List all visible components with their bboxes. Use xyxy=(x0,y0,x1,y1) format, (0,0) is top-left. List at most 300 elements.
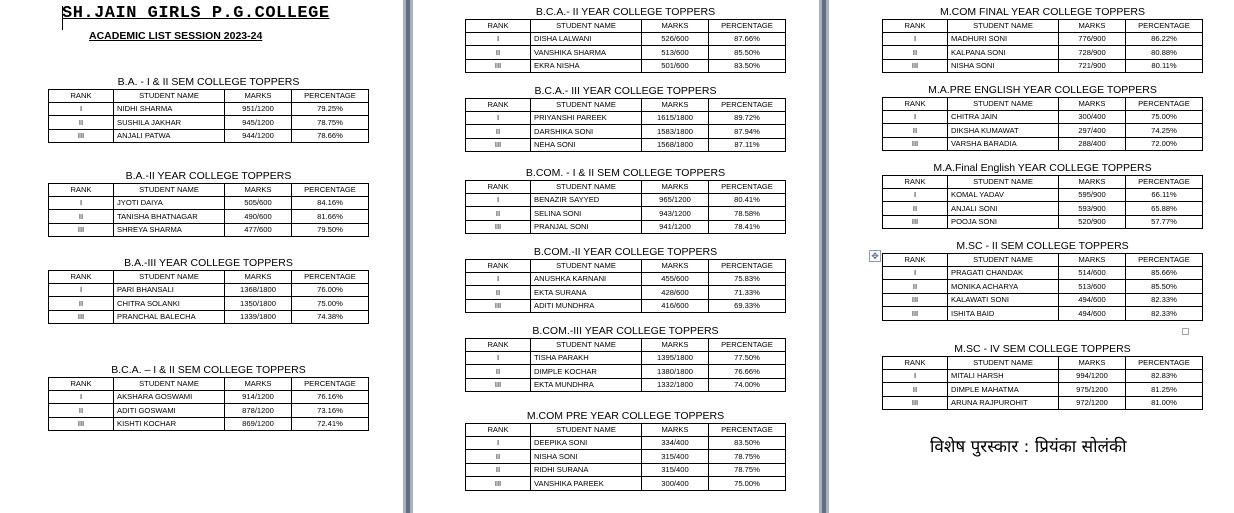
column-header: PERCENTAGE xyxy=(709,424,786,437)
table-row xyxy=(49,310,369,324)
column-header: RANK xyxy=(466,20,531,33)
column-header: STUDENT NAME xyxy=(948,254,1059,267)
table-row xyxy=(883,110,1203,124)
marks-cell: 288/400 xyxy=(1059,137,1126,151)
column-header: STUDENT NAME xyxy=(531,339,642,352)
marks-cell: 490/600 xyxy=(225,210,292,224)
table-row xyxy=(466,351,786,365)
column-header: PERCENTAGE xyxy=(1126,20,1203,33)
percentage-cell: 75.00% xyxy=(292,297,369,311)
toppers-section xyxy=(465,166,786,234)
percentage-cell: 83.50% xyxy=(709,436,786,450)
column-header: STUDENT NAME xyxy=(114,378,225,391)
column-header: MARKS xyxy=(1059,254,1126,267)
rank-cell: I xyxy=(466,32,531,46)
table-row xyxy=(883,46,1203,60)
student-name-cell: SELINA SONI xyxy=(531,207,642,221)
section-title: B.COM.-II YEAR COLLEGE TOPPERS xyxy=(533,246,718,258)
rank-cell: II xyxy=(466,365,531,379)
rank-cell: III xyxy=(883,137,948,151)
toppers-table xyxy=(465,338,786,392)
toppers-table xyxy=(465,180,786,234)
table-row xyxy=(49,283,369,297)
table-row xyxy=(883,369,1203,383)
percentage-cell: 74.25% xyxy=(1126,124,1203,138)
section-title: B.COM. - I & II SEM COLLEGE TOPPERS xyxy=(525,167,726,179)
column-header: MARKS xyxy=(1059,98,1126,111)
percentage-cell: 85.50% xyxy=(709,46,786,60)
toppers-section xyxy=(465,409,786,491)
marks-cell: 1350/1800 xyxy=(225,297,292,311)
marks-cell: 943/1200 xyxy=(642,207,709,221)
student-name-cell: PARI BHANSALI xyxy=(114,283,225,297)
table-row xyxy=(49,390,369,404)
percentage-cell: 81.00% xyxy=(1126,396,1203,410)
toppers-table xyxy=(465,259,786,313)
section-title: B.C.A. – I & II SEM COLLEGE TOPPERS xyxy=(111,364,306,376)
percentage-cell: 74.00% xyxy=(709,378,786,392)
marks-cell: 494/600 xyxy=(1059,293,1126,307)
rank-cell: II xyxy=(466,207,531,221)
marks-cell: 593/900 xyxy=(1059,202,1126,216)
student-name-cell: NEHA SONI xyxy=(531,138,642,152)
column-header: MARKS xyxy=(1059,357,1126,370)
percentage-cell: 85.66% xyxy=(1126,266,1203,280)
column-header: PERCENTAGE xyxy=(1126,98,1203,111)
table-row xyxy=(883,266,1203,280)
student-name-cell: ADITI GOSWAMI xyxy=(114,404,225,418)
student-name-cell: MITALI HARSH xyxy=(948,369,1059,383)
student-name-cell: PRIYANSHI PAREEK xyxy=(531,111,642,125)
toppers-section xyxy=(882,239,1203,321)
toppers-section xyxy=(48,169,369,237)
table-header-row xyxy=(466,99,786,112)
marks-cell: 1568/1800 xyxy=(642,138,709,152)
section-title: M.SC - II SEM COLLEGE TOPPERS xyxy=(956,240,1129,252)
percentage-cell: 80.88% xyxy=(1126,46,1203,60)
column-header: MARKS xyxy=(642,424,709,437)
percentage-cell: 69.33% xyxy=(709,299,786,313)
marks-cell: 951/1200 xyxy=(225,102,292,116)
table-row xyxy=(49,196,369,210)
rank-cell: I xyxy=(49,390,114,404)
percentage-cell: 79.50% xyxy=(292,223,369,237)
marks-cell: 1380/1800 xyxy=(642,365,709,379)
toppers-table xyxy=(882,175,1203,229)
column-header: PERCENTAGE xyxy=(709,20,786,33)
column-header: MARKS xyxy=(225,184,292,197)
column-header: RANK xyxy=(883,98,948,111)
table-row xyxy=(466,32,786,46)
percentage-cell: 78.75% xyxy=(709,450,786,464)
table-row xyxy=(883,280,1203,294)
marks-cell: 513/600 xyxy=(642,46,709,60)
rank-cell: I xyxy=(49,283,114,297)
table-row xyxy=(466,220,786,234)
rank-cell: III xyxy=(466,138,531,152)
table-row xyxy=(466,450,786,464)
rank-cell: I xyxy=(49,102,114,116)
rank-cell: III xyxy=(883,59,948,73)
column-header: PERCENTAGE xyxy=(292,378,369,391)
rank-cell: III xyxy=(466,477,531,491)
percentage-cell: 72.00% xyxy=(1126,137,1203,151)
column-header: RANK xyxy=(466,260,531,273)
rank-cell: I xyxy=(883,266,948,280)
marks-cell: 1583/1800 xyxy=(642,125,709,139)
percentage-cell: 77.50% xyxy=(709,351,786,365)
marks-cell: 994/1200 xyxy=(1059,369,1126,383)
table-row xyxy=(466,365,786,379)
rank-cell: III xyxy=(883,215,948,229)
marks-cell: 416/600 xyxy=(642,299,709,313)
marks-cell: 501/600 xyxy=(642,59,709,73)
percentage-cell: 72.41% xyxy=(292,417,369,431)
toppers-table xyxy=(882,253,1203,321)
student-name-cell: PRANCHAL BALECHA xyxy=(114,310,225,324)
student-name-cell: VANSHIKA PAREEK xyxy=(531,477,642,491)
percentage-cell: 78.41% xyxy=(709,220,786,234)
student-name-cell: DIKSHA KUMAWAT xyxy=(948,124,1059,138)
column-header: STUDENT NAME xyxy=(948,20,1059,33)
column-header: STUDENT NAME xyxy=(531,260,642,273)
table-row xyxy=(466,477,786,491)
student-name-cell: DISHA LALWANI xyxy=(531,32,642,46)
rank-cell: I xyxy=(883,369,948,383)
toppers-section xyxy=(48,75,369,143)
column-header: PERCENTAGE xyxy=(292,184,369,197)
special-award: विशेष पुरस्कार : प्रियंका सोलंकी xyxy=(930,437,1127,457)
table-row xyxy=(466,463,786,477)
column-header: PERCENTAGE xyxy=(709,260,786,273)
percentage-cell: 81.25% xyxy=(1126,383,1203,397)
table-move-handle-icon[interactable]: ✥ xyxy=(869,250,881,262)
rank-cell: II xyxy=(883,383,948,397)
percentage-cell: 83.50% xyxy=(709,59,786,73)
marks-cell: 728/900 xyxy=(1059,46,1126,60)
table-row xyxy=(466,59,786,73)
table-row xyxy=(49,102,369,116)
table-row xyxy=(49,223,369,237)
table-header-row xyxy=(49,184,369,197)
percentage-cell: 57.77% xyxy=(1126,215,1203,229)
table-resize-handle[interactable] xyxy=(1182,328,1189,335)
column-header: MARKS xyxy=(642,20,709,33)
rank-cell: II xyxy=(49,210,114,224)
column-header: MARKS xyxy=(225,271,292,284)
column-header: STUDENT NAME xyxy=(948,176,1059,189)
student-name-cell: MADHURI SONI xyxy=(948,32,1059,46)
rank-cell: I xyxy=(466,272,531,286)
marks-cell: 965/1200 xyxy=(642,193,709,207)
student-name-cell: ANUSHKA KARNANI xyxy=(531,272,642,286)
marks-cell: 526/600 xyxy=(642,32,709,46)
toppers-table xyxy=(882,19,1203,73)
column-header: PERCENTAGE xyxy=(292,271,369,284)
rank-cell: III xyxy=(883,396,948,410)
toppers-section xyxy=(882,161,1203,229)
table-row xyxy=(883,293,1203,307)
toppers-table xyxy=(48,270,369,324)
marks-cell: 721/900 xyxy=(1059,59,1126,73)
column-header: MARKS xyxy=(1059,20,1126,33)
student-name-cell: PRAGATI CHANDAK xyxy=(948,266,1059,280)
marks-cell: 975/1200 xyxy=(1059,383,1126,397)
column-header: STUDENT NAME xyxy=(114,90,225,103)
column-header: STUDENT NAME xyxy=(531,20,642,33)
student-name-cell: KOMAL YADAV xyxy=(948,188,1059,202)
student-name-cell: JYOTI DAIYA xyxy=(114,196,225,210)
percentage-cell: 76.66% xyxy=(709,365,786,379)
marks-cell: 520/900 xyxy=(1059,215,1126,229)
student-name-cell: VANSHIKA SHARMA xyxy=(531,46,642,60)
student-name-cell: POOJA SONI xyxy=(948,215,1059,229)
student-name-cell: DEEPIKA SONI xyxy=(531,436,642,450)
page-gutter xyxy=(403,0,413,513)
section-title: M.COM FINAL YEAR COLLEGE TOPPERS xyxy=(939,6,1145,18)
table-row xyxy=(49,417,369,431)
column-header: PERCENTAGE xyxy=(1126,357,1203,370)
rank-cell: III xyxy=(49,223,114,237)
percentage-cell: 82.83% xyxy=(1126,369,1203,383)
toppers-section xyxy=(882,342,1203,410)
percentage-cell: 81.66% xyxy=(292,210,369,224)
percentage-cell: 78.58% xyxy=(709,207,786,221)
student-name-cell: SHREYA SHARMA xyxy=(114,223,225,237)
marks-cell: 941/1200 xyxy=(642,220,709,234)
table-header-row xyxy=(466,424,786,437)
toppers-section xyxy=(882,5,1203,73)
table-row xyxy=(466,272,786,286)
rank-cell: II xyxy=(49,297,114,311)
column-header: RANK xyxy=(49,271,114,284)
table-header-row xyxy=(883,176,1203,189)
marks-cell: 428/600 xyxy=(642,286,709,300)
table-header-row xyxy=(883,254,1203,267)
table-header-row xyxy=(883,357,1203,370)
toppers-table xyxy=(465,423,786,491)
rank-cell: III xyxy=(466,59,531,73)
table-row xyxy=(49,129,369,143)
rank-cell: II xyxy=(883,280,948,294)
rank-cell: I xyxy=(466,351,531,365)
rank-cell: I xyxy=(466,193,531,207)
rank-cell: II xyxy=(883,202,948,216)
student-name-cell: TISHA PARAKH xyxy=(531,351,642,365)
percentage-cell: 85.50% xyxy=(1126,280,1203,294)
table-row xyxy=(49,297,369,311)
marks-cell: 513/600 xyxy=(1059,280,1126,294)
section-title: M.COM PRE YEAR COLLEGE TOPPERS xyxy=(526,410,725,422)
percentage-cell: 87.94% xyxy=(709,125,786,139)
rank-cell: II xyxy=(883,124,948,138)
percentage-cell: 84.16% xyxy=(292,196,369,210)
column-header: RANK xyxy=(883,254,948,267)
toppers-section xyxy=(48,256,369,324)
column-header: PERCENTAGE xyxy=(292,90,369,103)
column-header: STUDENT NAME xyxy=(114,271,225,284)
percentage-cell: 75.00% xyxy=(1126,110,1203,124)
percentage-cell: 82.33% xyxy=(1126,307,1203,321)
rank-cell: II xyxy=(466,125,531,139)
rank-cell: II xyxy=(49,404,114,418)
table-row xyxy=(49,210,369,224)
student-name-cell: BENAZIR SAYYED xyxy=(531,193,642,207)
percentage-cell: 76.00% xyxy=(292,283,369,297)
percentage-cell: 76.16% xyxy=(292,390,369,404)
percentage-cell: 71.33% xyxy=(709,286,786,300)
percentage-cell: 74.38% xyxy=(292,310,369,324)
rank-cell: I xyxy=(466,436,531,450)
rank-cell: I xyxy=(883,110,948,124)
toppers-section xyxy=(48,363,369,431)
toppers-table xyxy=(882,356,1203,410)
marks-cell: 1339/1800 xyxy=(225,310,292,324)
marks-cell: 1395/1800 xyxy=(642,351,709,365)
rank-cell: II xyxy=(466,463,531,477)
table-row xyxy=(883,307,1203,321)
rank-cell: I xyxy=(883,188,948,202)
page-gutter xyxy=(819,0,829,513)
student-name-cell: PRANJAL SONI xyxy=(531,220,642,234)
column-header: RANK xyxy=(883,357,948,370)
toppers-table xyxy=(48,183,369,237)
table-header-row xyxy=(883,98,1203,111)
column-header: MARKS xyxy=(225,90,292,103)
student-name-cell: EKTA MUNDHRA xyxy=(531,378,642,392)
section-title: M.A.PRE ENGLISH YEAR COLLEGE TOPPERS xyxy=(928,84,1157,96)
percentage-cell: 87.11% xyxy=(709,138,786,152)
percentage-cell: 78.66% xyxy=(292,129,369,143)
marks-cell: 455/600 xyxy=(642,272,709,286)
table-row xyxy=(466,207,786,221)
marks-cell: 972/1200 xyxy=(1059,396,1126,410)
column-header: STUDENT NAME xyxy=(531,181,642,194)
marks-cell: 514/600 xyxy=(1059,266,1126,280)
section-title: B.COM.-III YEAR COLLEGE TOPPERS xyxy=(532,325,719,337)
section-title: M.A.Final English YEAR COLLEGE TOPPERS xyxy=(933,162,1152,174)
marks-cell: 315/400 xyxy=(642,450,709,464)
percentage-cell: 75.83% xyxy=(709,272,786,286)
toppers-table xyxy=(465,98,786,152)
column-header: MARKS xyxy=(642,260,709,273)
toppers-section xyxy=(882,83,1203,151)
toppers-table xyxy=(882,97,1203,151)
table-row xyxy=(466,378,786,392)
rank-cell: II xyxy=(49,116,114,130)
rank-cell: III xyxy=(466,378,531,392)
column-header: PERCENTAGE xyxy=(1126,176,1203,189)
student-name-cell: CHITRA SOLANKI xyxy=(114,297,225,311)
marks-cell: 300/400 xyxy=(642,477,709,491)
table-header-row xyxy=(466,20,786,33)
percentage-cell: 78.75% xyxy=(292,116,369,130)
table-row xyxy=(883,188,1203,202)
section-title: B.C.A.- II YEAR COLLEGE TOPPERS xyxy=(535,6,716,18)
marks-cell: 494/600 xyxy=(1059,307,1126,321)
student-name-cell: MONIKA ACHARYA xyxy=(948,280,1059,294)
marks-cell: 1615/1800 xyxy=(642,111,709,125)
marks-cell: 595/900 xyxy=(1059,188,1126,202)
percentage-cell: 75.00% xyxy=(709,477,786,491)
column-header: RANK xyxy=(883,176,948,189)
table-row xyxy=(883,32,1203,46)
table-row xyxy=(466,46,786,60)
column-header: STUDENT NAME xyxy=(114,184,225,197)
toppers-table xyxy=(465,19,786,73)
student-name-cell: EKTA SURANA xyxy=(531,286,642,300)
toppers-section xyxy=(465,5,786,73)
student-name-cell: VARSHA BARADIA xyxy=(948,137,1059,151)
student-name-cell: ARUNA RAJPUROHIT xyxy=(948,396,1059,410)
rank-cell: III xyxy=(466,299,531,313)
column-header: RANK xyxy=(466,181,531,194)
marks-cell: 297/400 xyxy=(1059,124,1126,138)
student-name-cell: NIDHI SHARMA xyxy=(114,102,225,116)
table-row xyxy=(466,286,786,300)
column-header: STUDENT NAME xyxy=(531,99,642,112)
table-row xyxy=(466,111,786,125)
marks-cell: 334/400 xyxy=(642,436,709,450)
table-header-row xyxy=(466,339,786,352)
rank-cell: II xyxy=(466,450,531,464)
rank-cell: I xyxy=(49,196,114,210)
column-header: MARKS xyxy=(642,339,709,352)
toppers-section xyxy=(465,324,786,392)
percentage-cell: 80.41% xyxy=(709,193,786,207)
marks-cell: 776/900 xyxy=(1059,32,1126,46)
toppers-section xyxy=(465,84,786,152)
column-header: STUDENT NAME xyxy=(948,357,1059,370)
student-name-cell: DIMPLE MAHATMA xyxy=(948,383,1059,397)
student-name-cell: TANISHA BHATNAGAR xyxy=(114,210,225,224)
student-name-cell: NISHA SONI xyxy=(531,450,642,464)
table-row xyxy=(49,116,369,130)
column-header: MARKS xyxy=(1059,176,1126,189)
column-header: PERCENTAGE xyxy=(709,339,786,352)
student-name-cell: ADITI MUNDHRA xyxy=(531,299,642,313)
marks-cell: 315/400 xyxy=(642,463,709,477)
percentage-cell: 78.75% xyxy=(709,463,786,477)
rank-cell: I xyxy=(466,111,531,125)
table-row xyxy=(49,404,369,418)
student-name-cell: KALPANA SONI xyxy=(948,46,1059,60)
section-title: M.SC - IV SEM COLLEGE TOPPERS xyxy=(954,343,1131,355)
student-name-cell: SUSHILA JAKHAR xyxy=(114,116,225,130)
percentage-cell: 73.16% xyxy=(292,404,369,418)
marks-cell: 914/1200 xyxy=(225,390,292,404)
table-row xyxy=(883,124,1203,138)
percentage-cell: 79.25% xyxy=(292,102,369,116)
table-row xyxy=(466,299,786,313)
column-header: MARKS xyxy=(642,99,709,112)
table-row xyxy=(883,202,1203,216)
table-row xyxy=(883,137,1203,151)
column-header: MARKS xyxy=(225,378,292,391)
percentage-cell: 86.22% xyxy=(1126,32,1203,46)
marks-cell: 945/1200 xyxy=(225,116,292,130)
column-header: RANK xyxy=(883,20,948,33)
marks-cell: 944/1200 xyxy=(225,129,292,143)
table-row xyxy=(883,383,1203,397)
student-name-cell: ISHITA BAID xyxy=(948,307,1059,321)
table-header-row xyxy=(883,20,1203,33)
table-row xyxy=(883,59,1203,73)
rank-cell: III xyxy=(883,307,948,321)
table-header-row xyxy=(49,378,369,391)
marks-cell: 1332/1800 xyxy=(642,378,709,392)
table-header-row xyxy=(466,181,786,194)
